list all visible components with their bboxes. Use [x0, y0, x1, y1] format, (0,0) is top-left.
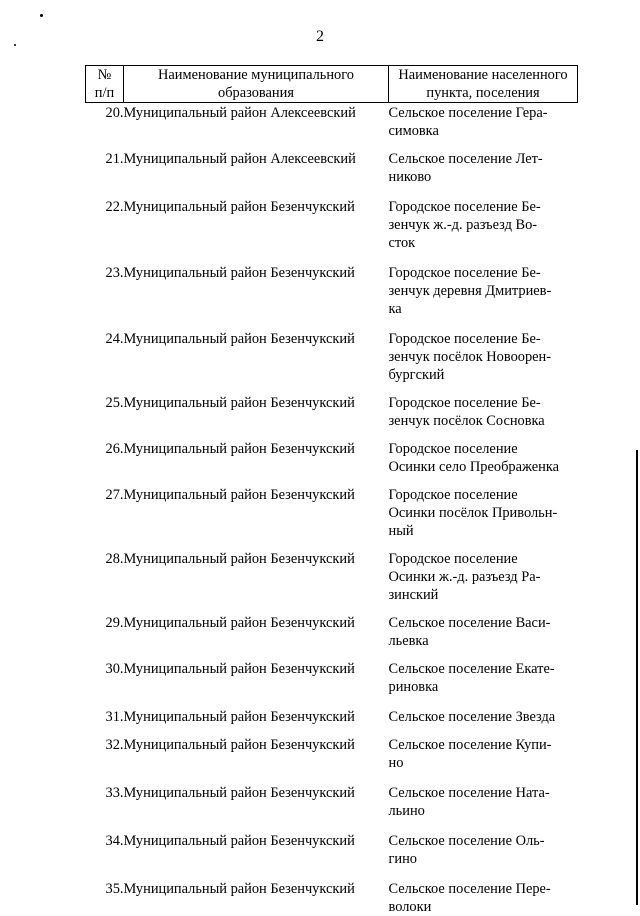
settlements-table	[85, 65, 578, 916]
municipality-cell: Муниципальный район Безенчукский	[124, 252, 389, 318]
row-number: 20.	[86, 103, 124, 141]
settlement-cell: Городское поселение Бе- зенчук посёлок Сосновка	[389, 384, 578, 430]
table-header-row	[86, 66, 578, 103]
table-row	[86, 772, 578, 820]
settlement-cell: Сельское поселение Пере- волоки	[389, 868, 578, 916]
municipality-cell: Муниципальный район Безенчукский	[124, 726, 389, 772]
row-number: 24.	[86, 318, 124, 384]
municipality-cell: Муниципальный район Безенчукский	[124, 650, 389, 696]
row-number: 33.	[86, 772, 124, 820]
row-number: 25.	[86, 384, 124, 430]
settlement-cell: Городское поселение Бе- зенчук ж.-д. разъезд Во- сток	[389, 186, 578, 252]
row-number: 23.	[86, 252, 124, 318]
municipality-cell: Муниципальный район Безенчукский	[124, 318, 389, 384]
municipality-cell: Муниципальный район Безенчукский	[124, 604, 389, 650]
row-number: 21.	[86, 140, 124, 186]
table-body	[86, 103, 578, 916]
settlement-cell: Сельское поселение Гера- симовка	[389, 103, 578, 141]
row-number: 34.	[86, 820, 124, 868]
table-header	[86, 66, 578, 103]
page-number: 2	[0, 28, 640, 46]
settlement-cell: Сельское поселение Купи- но	[389, 726, 578, 772]
municipality-cell: Муниципальный район Безенчукский	[124, 384, 389, 430]
municipality-cell: Муниципальный район Безенчукский	[124, 430, 389, 476]
table-row	[86, 318, 578, 384]
table-row	[86, 430, 578, 476]
row-number: 27.	[86, 476, 124, 540]
row-number: 29.	[86, 604, 124, 650]
row-number: 32.	[86, 726, 124, 772]
table-row	[86, 696, 578, 726]
header-number: № п/п	[86, 66, 124, 103]
table-row	[86, 476, 578, 540]
municipality-cell: Муниципальный район Безенчукский	[124, 868, 389, 916]
municipality-cell: Муниципальный район Безенчукский	[124, 540, 389, 604]
settlement-cell: Сельское поселение Звезда	[389, 696, 578, 726]
table-row	[86, 384, 578, 430]
table-row	[86, 540, 578, 604]
table-row	[86, 820, 578, 868]
settlement-cell: Городское поселение Бе- зенчук деревня Дмитриев- ка	[389, 252, 578, 318]
settlement-cell: Сельское поселение Васи- льевка	[389, 604, 578, 650]
municipality-cell: Муниципальный район Безенчукский	[124, 820, 389, 868]
row-number: 35.	[86, 868, 124, 916]
table-row	[86, 604, 578, 650]
municipality-cell: Муниципальный район Безенчукский	[124, 696, 389, 726]
municipality-cell: Муниципальный район Алексеевский	[124, 140, 389, 186]
settlement-cell: Сельское поселение Лет- никово	[389, 140, 578, 186]
table-row	[86, 186, 578, 252]
table-row	[86, 726, 578, 772]
settlement-cell: Сельское поселение Екате- риновка	[389, 650, 578, 696]
row-number: 22.	[86, 186, 124, 252]
scan-edge-line	[636, 450, 638, 905]
settlement-cell: Городское поселение Осинки ж.-д. разъезд Ра- зинский	[389, 540, 578, 604]
settlement-cell: Городское поселение Осинки посёлок Привольн- ный	[389, 476, 578, 540]
header-settlement: Наименование населенного пункта, поселения	[389, 66, 578, 103]
table-row	[86, 140, 578, 186]
table-row	[86, 868, 578, 916]
municipality-cell: Муниципальный район Безенчукский	[124, 772, 389, 820]
settlement-cell: Городское поселение Осинки село Преображенка	[389, 430, 578, 476]
table-row	[86, 650, 578, 696]
table-row	[86, 103, 578, 141]
municipality-cell: Муниципальный район Алексеевский	[124, 103, 389, 141]
settlement-cell: Городское поселение Бе- зенчук посёлок Новоорен- бургский	[389, 318, 578, 384]
row-number: 26.	[86, 430, 124, 476]
municipality-cell: Муниципальный район Безенчукский	[124, 186, 389, 252]
settlement-cell: Сельское поселение Ната- льино	[389, 772, 578, 820]
municipality-cell: Муниципальный район Безенчукский	[124, 476, 389, 540]
header-municipality: Наименование муниципального образования	[124, 66, 389, 103]
settlement-cell: Сельское поселение Оль- гино	[389, 820, 578, 868]
scan-speck	[40, 14, 43, 17]
table-row	[86, 252, 578, 318]
row-number: 30.	[86, 650, 124, 696]
row-number: 28.	[86, 540, 124, 604]
row-number: 31.	[86, 696, 124, 726]
